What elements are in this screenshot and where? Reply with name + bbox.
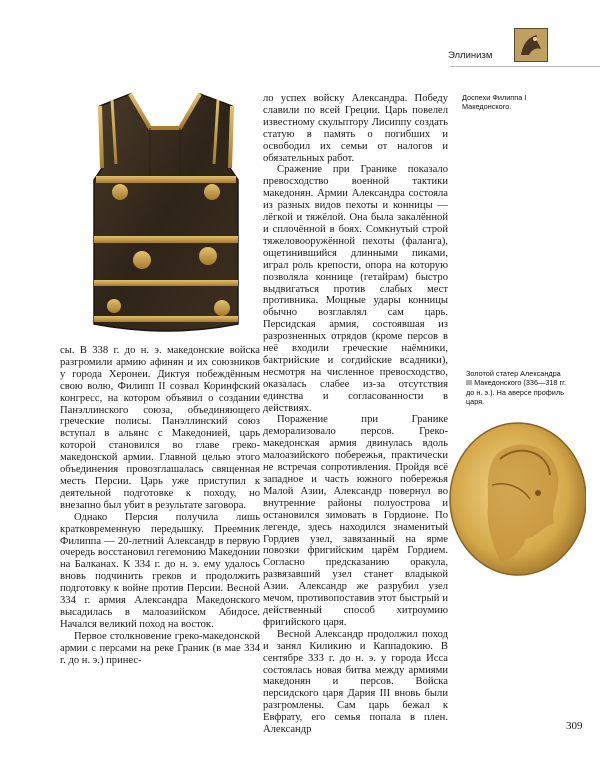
paragraph: Первое столкновение греко-македонской армии с персами на реке Граник (в мае 334 г. до н. э.) принес- [60, 630, 260, 666]
coin-caption: Золотой статер Александра III Македонского (336—318 гг. до н. э.). На аверсе профиль царя. [466, 369, 566, 406]
coin-image [426, 415, 586, 585]
text-column-right [263, 93, 448, 736]
armor-image [72, 88, 257, 343]
text-column-left [60, 345, 260, 666]
paragraph: ло успех войску Александра. Победу славили по всей Греции. Царь повелел известному скульптору Лисиппу создать статую в память о погибших и освободил их семьи от налогов и обязательных работ. [263, 93, 448, 164]
paragraph: Сражение при Гранике показало превосходство военной тактики македонян. Армии Александра состояла из разных видов пехоты и конницы — лёгкой и тяжёлой. Она была закалённой и сплочённой в боях. Сомкнутый строй тяжеловооружённой пехоты (фаланга), ощетинившийся длинными пиками, играл роль крепости, опора на которую позволяла коннице (гетайрам) быстро выдвигаться против слабых мест противника. Мощные удары конницы обычно возглавлял сам царь. Персидская армия, состоявшая из разрозненных отрядов (кроме персов в неё входили греческие наёмники, бактрийские и согдийские всадники), несмотря на численное превосходство, оказалась слабее из-за отсутствия единства и согласованности в действиях. [263, 164, 448, 414]
paragraph: Поражение при Гранике деморализовало персов. Греко-македонская армия двинулась вдоль малоазийского побережья, практически не встречая сопротивления. Пройдя всё западное и часть южного побережья Малой Азии, Александр повернул во внутренние районы полуострова и остановился зимовать в Гордионе. По легенде, здесь находился знаменитый Гордиев узел, завязанный на ярме повозки фригийским царём Гордием. Согласно предсказанию оракула, развязавший узел станет владыкой Азии. Александр же разрубил узел мечом, противопоставив этот быстрый и действенный способ хитроумию фригийского царя. [263, 414, 448, 628]
armor-caption: Доспехи Филиппа I Македонского. [462, 93, 527, 112]
header-divider [450, 66, 600, 67]
page-number: 309 [566, 720, 583, 732]
section-emblem-icon [514, 28, 548, 62]
section-title: Эллинизм [448, 50, 493, 61]
paragraph: Весной Александр продолжил поход и занял Киликию и Каппадокию. В сентябре 333 г. до н. э. у города Исса состоялась новая битва между армиями македонян и персов. Войска персидского царя Дария III вновь были разгромлены. Сам царь бежал к Евфрату, его семья попала в плен. Александр [263, 628, 448, 736]
paragraph: сы. В 338 г. до н. э. македонские войска разгромили армию афинян и их союзников у города Херонеи. Диктуя побеждённым свою волю, Филипп II созвал Коринфский конгресс, на котором объявил о создании Панэллинского союза, объединяющего греческие полисы. Панэллинский союз вступал в альянс с Македонией, царь которой становился во главе греко-македонской армии. Главной целью этого объединения провозглашалась священная месть Персии. Царь уже приступил к деятельной подготовке к походу, но внезапно был убит в результате заговора. [60, 345, 260, 511]
paragraph: Однако Персия получила лишь кратковременную передышку. Преемник Филиппа — 20-летний Александр в первую очередь восстановил гегемонию Македонии на Балканах. К 334 г. до н. э. ему удалось вновь подчинить греков и продолжить подготовку к войне против Персии. Весной 334 г. армия Александра Македонского высадилась в малоазийском Абидосе. Начался великий поход на восток. [60, 511, 260, 630]
